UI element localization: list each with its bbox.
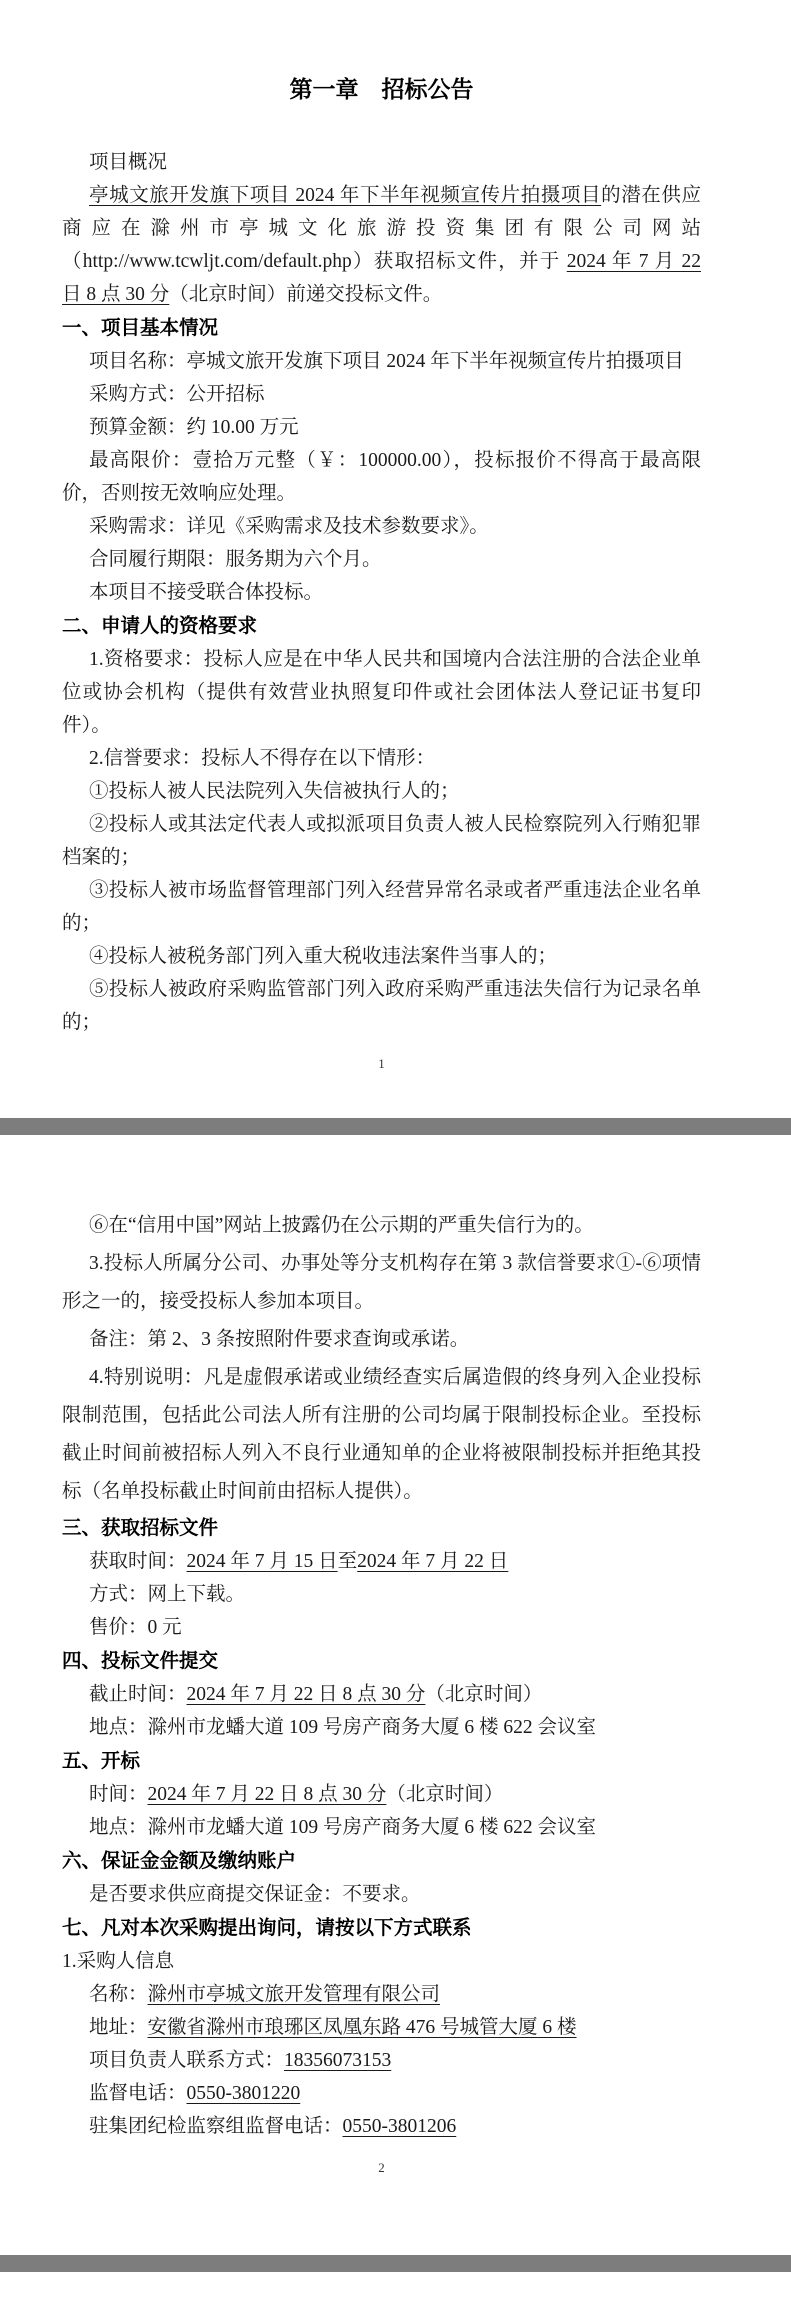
credit-item-1: ①投标人被人民法院列入失信被执行人的； <box>89 781 460 802</box>
discipline-phone-value: 0550-3801206 <box>342 2116 457 2137</box>
page-separator <box>0 1118 791 1135</box>
section-heading-1: 一、项目基本情况 <box>62 317 219 339</box>
supervision-phone-line <box>62 2077 701 2110</box>
qualification-item-1: 1.资格要求：投标人应是在中华人民共和国境内合法注册的合法企业单位或协会机构（提供有效营业执照复印件或社会团体法人登记证书复印件）。 <box>62 649 701 736</box>
discipline-phone-label: 驻集团纪检监察组监督电话： <box>89 2116 343 2137</box>
obtain-end-date: 2024 年 7 月 22 日 <box>357 1551 509 1572</box>
obtain-method: 方式：网上下载。 <box>89 1584 246 1605</box>
submission-deadline-date: 2024 年 7 月 22 日 8 点 30 分 <box>186 1684 426 1705</box>
item-max-price: 最高限价：壹拾万元整（￥：100000.00），投标报价不得高于最高限价，否则按无效响应处理。 <box>62 450 701 504</box>
submission-location: 地点：滁州市龙蟠大道 109 号房产商务大厦 6 楼 622 会议室 <box>89 1717 597 1738</box>
section-bid-submission <box>62 1645 701 1744</box>
section-heading-7: 七、凡对本次采购提出询问，请按以下方式联系 <box>62 1917 472 1939</box>
chapter-title: 第一章 招标公告 <box>289 76 474 102</box>
opening-time-date: 2024 年 7 月 22 日 8 点 30 分 <box>147 1784 387 1805</box>
viewer-footer-space <box>0 2272 791 2321</box>
section-obtain-documents <box>62 1512 701 1644</box>
obtain-start-date: 2024 年 7 月 15 日 <box>186 1551 338 1572</box>
page-number-1: 1 <box>378 1056 385 1071</box>
document-page-1 <box>0 0 791 1118</box>
buyer-info-label: 1.采购人信息 <box>62 1951 175 1972</box>
branch-clause: 3.投标人所属分公司、办事处等分支机构存在第 3 款信誉要求①-⑥项情形之一的，接受投标人参加本项目。 <box>62 1253 701 1312</box>
discipline-phone-line <box>62 2110 701 2143</box>
section-bid-opening <box>62 1745 701 1844</box>
submission-deadline-label: 截止时间： <box>89 1684 187 1705</box>
opening-location: 地点：滁州市龙蟠大道 109 号房产商务大厦 6 楼 622 会议室 <box>89 1817 597 1838</box>
buyer-address-line <box>62 2011 701 2044</box>
section-heading-5: 五、开标 <box>62 1750 141 1772</box>
special-note-clause: 4.特别说明：凡是虚假承诺或业绩经查实后属造假的终身列入企业投标限制范围，包括此公司法人所有注册的公司均属于限制投标企业。至投标截止时间前被招标人列入不良行业通知单的企业将被限制投标并拒绝其投标（名单投标截止时间前由招标人提供）。 <box>62 1367 701 1502</box>
submission-deadline-suffix: （北京时间） <box>425 1684 543 1705</box>
submission-deadline-line <box>62 1678 701 1711</box>
section-heading-3: 三、获取招标文件 <box>62 1517 219 1539</box>
page-number-2: 2 <box>378 2160 385 2175</box>
credit-item-4: ④投标人被税务部门列入重大税收违法案件当事人的； <box>89 946 558 967</box>
opening-time-label: 时间： <box>89 1784 148 1805</box>
supervision-phone-value: 0550-3801220 <box>186 2083 301 2104</box>
item-contract-term: 合同履行期限：服务期为六个月。 <box>89 549 382 570</box>
credit-item-2: ②投标人或其法定代表人或拟派项目负责人被人民检察院列入行贿犯罪档案的； <box>62 814 701 868</box>
credit-item-3: ③投标人被市场监督管理部门列入经营异常名录或者严重违法企业名单的； <box>62 880 701 934</box>
section-heading-6: 六、保证金金额及缴纳账户 <box>62 1850 297 1872</box>
project-overview-label: 项目概况 <box>89 152 168 173</box>
opening-time-suffix: （北京时间） <box>386 1784 504 1805</box>
obtain-date-separator: 至 <box>337 1551 358 1572</box>
intro-text-end: （北京时间）前递交投标文件。 <box>169 284 443 305</box>
item-requirements: 采购需求：详见《采购需求及技术参数要求》。 <box>89 516 489 537</box>
buyer-name-line <box>62 1978 701 2011</box>
qualification-item-2: 2.信誉要求：投标人不得存在以下情形： <box>89 748 436 769</box>
project-contact-label: 项目负责人联系方式： <box>89 2050 285 2071</box>
section-basic-info <box>62 312 701 609</box>
buyer-address-label: 地址： <box>89 2017 148 2038</box>
obtain-time-line <box>62 1545 701 1578</box>
section-heading-4: 四、投标文件提交 <box>62 1650 219 1672</box>
credit-item-5: ⑤投标人被政府采购监管部门列入政府采购严重违法失信行为记录名单的； <box>62 979 701 1033</box>
section-deposit <box>62 1845 701 1911</box>
project-name-underlined: 亭城文旅开发旗下项目 2024 年下半年视频宣传片拍摄项目 <box>89 185 602 206</box>
deadline-underlined: 2024 年 7 月 22 日 8 点 30 分 <box>62 251 701 305</box>
project-contact-line <box>62 2044 701 2077</box>
section-heading-2: 二、申请人的资格要求 <box>62 615 258 637</box>
section-contact <box>62 1912 701 2143</box>
page-separator-bottom <box>0 2255 791 2272</box>
qualification-continued <box>62 1207 701 1511</box>
intro-text: 的潜在供应商应在滁州市亭城文化旅游投资集团有限公司网站（http://www.tcwljt.com/default.php）获取招标文件，并于 <box>62 185 701 272</box>
intro-paragraph <box>62 179 701 311</box>
buyer-name-label: 名称： <box>89 1984 148 2005</box>
opening-time-line <box>62 1778 701 1811</box>
section-qualification <box>62 610 701 1039</box>
deposit-requirement: 是否要求供应商提交保证金：不要求。 <box>89 1884 421 1905</box>
credit-item-6: ⑥在“信用中国”网站上披露仍在公示期的严重失信行为的。 <box>89 1215 594 1236</box>
document-page-2 <box>0 1135 791 2255</box>
remark-clause: 备注：第 2、3 条按照附件要求查询或承诺。 <box>89 1329 470 1350</box>
project-contact-value: 18356073153 <box>284 2050 392 2071</box>
buyer-name-value: 滁州市亭城文旅开发管理有限公司 <box>147 1984 441 2005</box>
item-no-consortium: 本项目不接受联合体投标。 <box>89 582 324 603</box>
supervision-phone-label: 监督电话： <box>89 2083 187 2104</box>
item-procurement-method: 采购方式：公开招标 <box>89 384 265 405</box>
obtain-price: 售价：0 元 <box>89 1617 182 1638</box>
item-budget: 预算金额：约 10.00 万元 <box>89 417 299 438</box>
obtain-time-label: 获取时间： <box>89 1551 187 1572</box>
item-project-name: 项目名称：亭城文旅开发旗下项目 2024 年下半年视频宣传片拍摄项目 <box>89 351 684 372</box>
buyer-address-value: 安徽省滁州市琅琊区凤凰东路 476 号城管大厦 6 楼 <box>147 2017 577 2038</box>
